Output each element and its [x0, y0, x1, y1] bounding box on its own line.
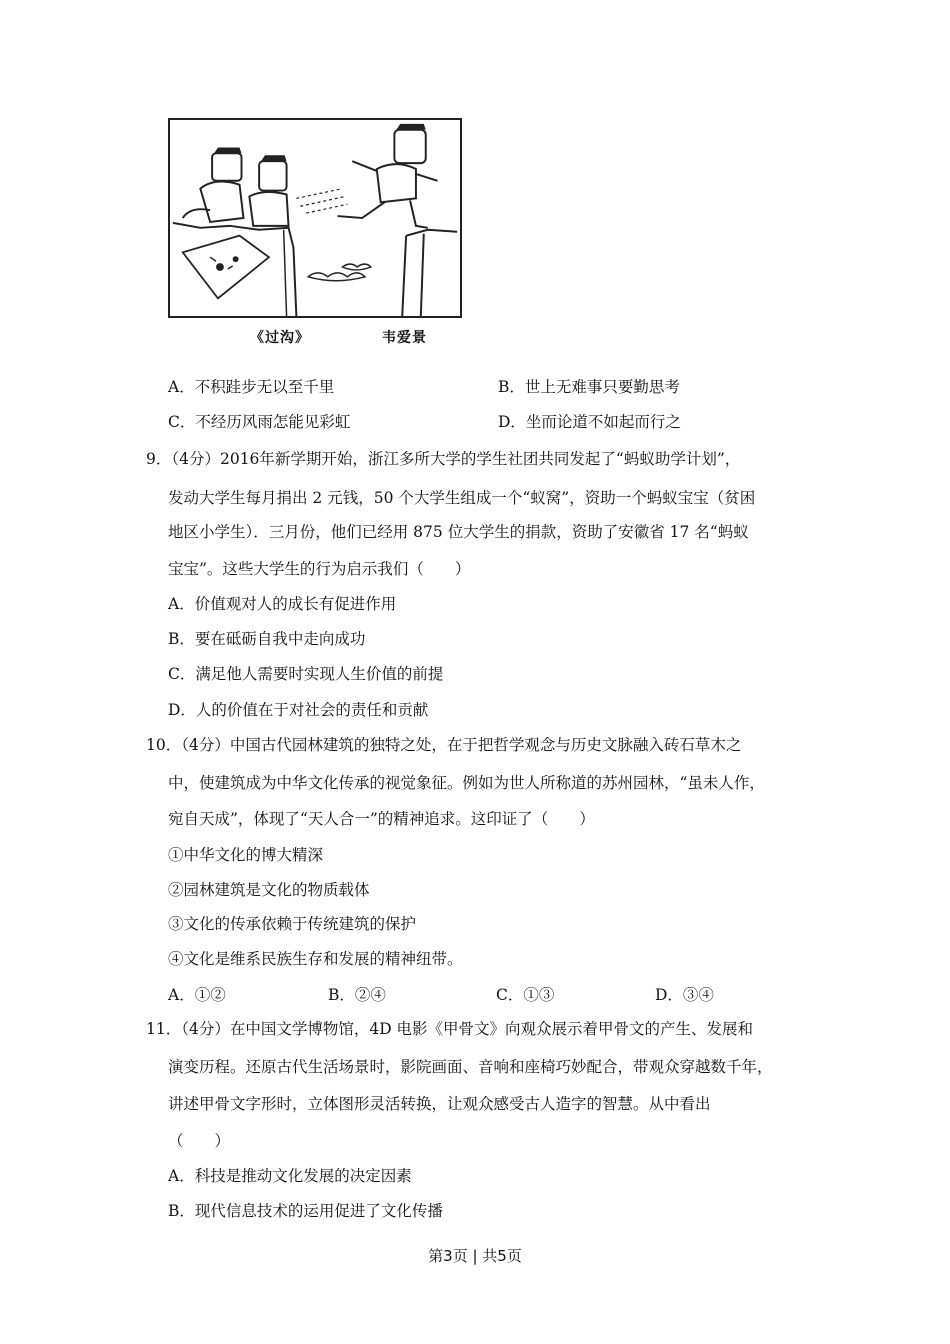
cartoon-title: 《过沟》 — [250, 330, 310, 346]
q11-option-a: A．科技是推动文化发展的决定因素 — [168, 1167, 412, 1185]
q10-stem-line-1: 10．（4分）中国古代园林建筑的独特之处，在于把哲学观念与历史文脉融入砖石草木之 — [146, 736, 742, 754]
q10-option-c: C．①③ — [496, 986, 555, 1004]
q10-stem-line-3: 宛自天成”，体现了“天人合一”的精神追求。这印证了（ ） — [168, 810, 595, 828]
q11-stem-line-1: 11．（4分）在中国文学博物馆，4D 电影《甲骨文》向观众展示着甲骨文的产生、发展和 — [146, 1020, 754, 1038]
q9-option-d: D．人的价值在于对社会的责任和贡献 — [168, 701, 429, 719]
cartoon-author: 韦爱景 — [382, 330, 427, 346]
q8-option-d: D．坐而论道不如起而行之 — [498, 413, 681, 431]
q9-stem-line-1: 9．（4分）2016年新学期开始，浙江多所大学的学生社团共同发起了“蚂蚁助学计划”， — [146, 450, 741, 468]
q9-option-a: A．价值观对人的成长有促进作用 — [168, 595, 397, 613]
page-footer: 第3页 | 共5页 — [428, 1247, 522, 1265]
q11-stem-line-4: （ ） — [168, 1132, 231, 1150]
q10-stem-line-2: 中，使建筑成为中华文化传承的视觉象征。例如为世人所称道的苏州园林，“虽未人作， — [168, 774, 765, 792]
q10-option-b: B．②④ — [328, 986, 386, 1004]
q10-option-d: D．③④ — [655, 986, 714, 1004]
q8-option-b: B．世上无难事只要勤思考 — [498, 378, 680, 396]
q10-statement-2: ②园林建筑是文化的物质载体 — [168, 881, 370, 899]
q11-option-b: B．现代信息技术的运用促进了文化传播 — [168, 1202, 443, 1220]
q10-statement-4: ④文化是维系民族生存和发展的精神纽带。 — [168, 950, 463, 968]
q11-stem-line-3: 讲述甲骨文字形时，立体图形灵活转换，让观众感受古人造字的智慧。从中看出 — [168, 1095, 711, 1113]
cartoon-image — [168, 118, 462, 318]
q9-option-b: B．要在砥砺自我中走向成功 — [168, 630, 366, 648]
q9-option-c: C．满足他人需要时实现人生价值的前提 — [168, 665, 444, 683]
q10-statement-3: ③文化的传承依赖于传统建筑的保护 — [168, 915, 417, 933]
cartoon-drawing — [170, 120, 460, 316]
q8-option-c: C．不经历风雨怎能见彩虹 — [168, 413, 351, 431]
q11-stem-line-2: 演变历程。还原古代生活场景时，影院画面、音响和座椅巧妙配合，带观众穿越数千年， — [168, 1058, 773, 1076]
q10-option-a: A．①② — [168, 986, 226, 1004]
q8-option-a: A．不积跬步无以至千里 — [168, 378, 335, 396]
q9-stem-line-3: 地区小学生）．三月份，他们已经用 875 位大学生的捐款，资助了安徽省 17 名“蚂蚁 — [168, 523, 749, 541]
q10-statement-1: ①中华文化的博大精深 — [168, 846, 324, 864]
q9-stem-line-4: 宝宝”。这些大学生的行为启示我们（ ） — [168, 560, 471, 578]
q9-stem-line-2: 发动大学生每月捐出 2 元钱，50 个大学生组成一个“蚁窝”，资助一个蚂蚁宝宝（贫困 — [168, 489, 756, 507]
